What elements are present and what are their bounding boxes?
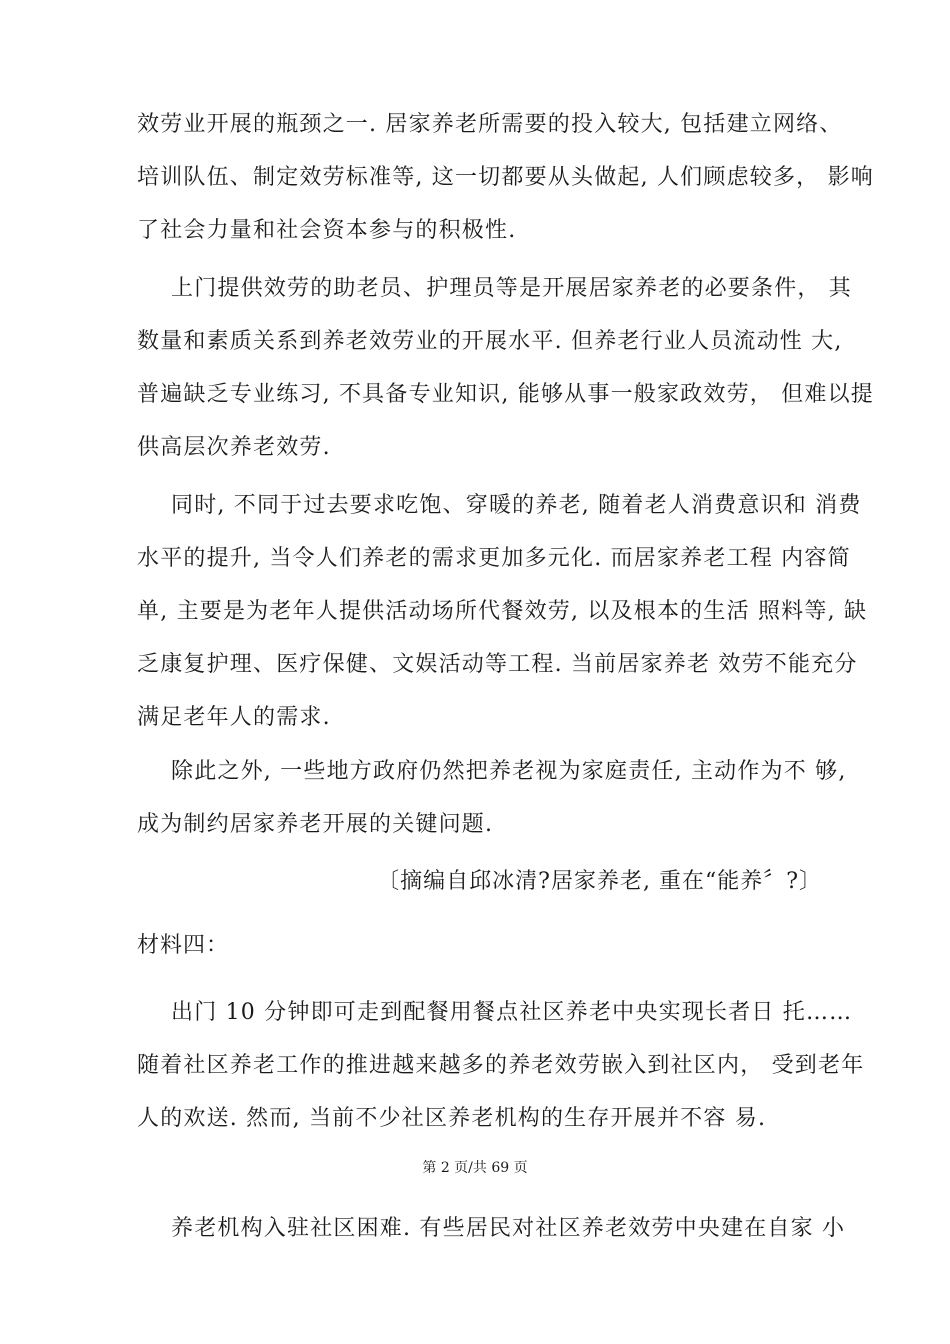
text-line: 效劳业开展的瓶颈之一. 居家养老所需要的投入较大, 包括建立网络、 [137,112,843,137]
text-line: 数量和素质关系到养老效劳业的开展水平. 但养老行业人员流动性 大, [137,329,843,354]
paragraph-1 [137,98,874,257]
text-line: 随着社区养老工作的推进越来越多的养老效劳嵌入到社区内， 受到老年 [137,1053,865,1078]
text-line: 同时, 不同于过去要求吃饱、穿暖的养老, 随着老人消费意识和 消费 [171,493,862,518]
text-line: 成为制约居家养老开展的关键问题. [137,812,494,837]
text-line: 出门 10 分钟即可走到配餐用餐点社区养老中央实现长者日 托…… [171,1000,853,1025]
text-line: 养老机构入驻社区困难. 有些居民对社区养老效劳中央建在自家 小 [171,1216,846,1241]
text-line: 上门提供效劳的助老员、护理员等是开展居家养老的必要条件， 其 [171,276,852,301]
paragraph-6 [137,1202,846,1255]
text-line: 乏康复护理、医疗保健、文娱活动等工程. 当前居家养老 效劳不能充分 [137,652,858,677]
paragraph-5 [137,986,865,1145]
paragraph-3 [137,479,868,744]
text-line: 培训队伍、制定效劳标准等, 这一切都要从头做起, 人们顾虑较多， 影响 [137,165,874,190]
text-line: 供高层次养老效劳. [137,435,331,460]
text-line: 了社会力量和社会资本参与的积极性. [137,218,517,243]
source-citation: 〔摘编自邱冰清?居家养老, 重在“能养〞?〕 [377,869,822,894]
paragraph-4 [137,745,847,851]
page-footer: 第 2 页/共 69 页 [422,1160,528,1176]
section-heading: 材料四： [137,933,230,958]
text-line: 水平的提升, 当令人们养老的需求更加多元化. 而居家养老工程 内容简 [137,546,851,571]
text-line: 人的欢送. 然而, 当前不少社区养老机构的生存开展并不容 易. [137,1106,767,1131]
text-line: 普遍缺乏专业练习, 不具备专业知识, 能够从事一般家政效劳， 但难以提 [137,382,874,407]
paragraph-2 [137,262,874,474]
text-line: 除此之外, 一些地方政府仍然把养老视为家庭责任, 主动作为不 够, [171,759,847,784]
text-line: 满足老年人的需求. [137,705,331,730]
text-line: 单, 主要是为老年人提供活动场所代餐效劳, 以及根本的生活 照料等, 缺 [137,599,868,624]
